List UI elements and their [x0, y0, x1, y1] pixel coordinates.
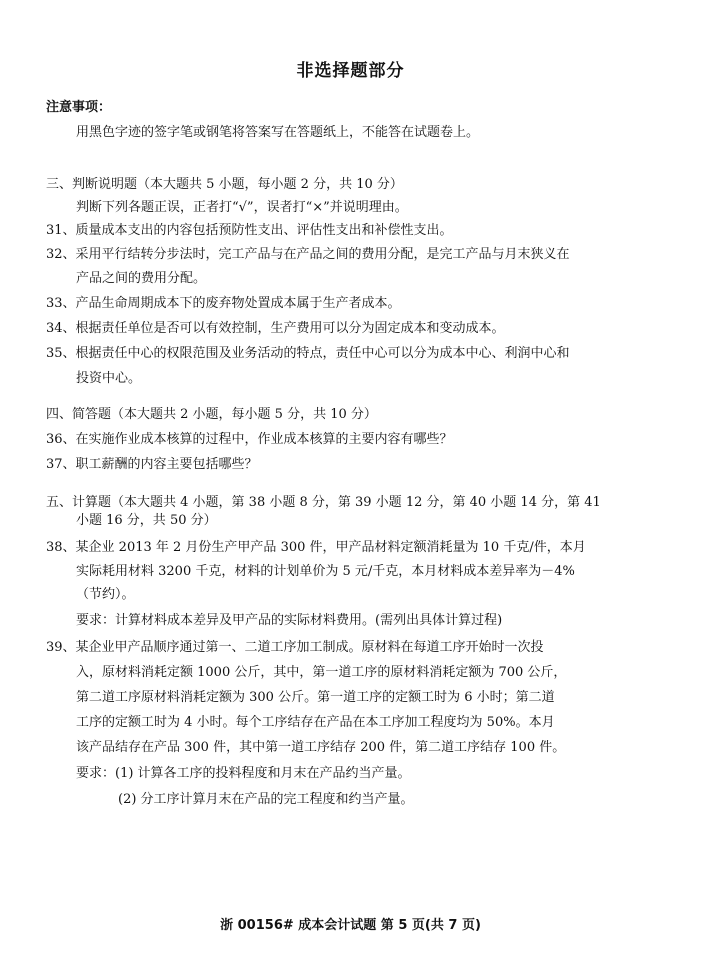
question-37 [46, 456, 258, 474]
question-38-line-2: 实际耗用材料 3200 千克，材料的计划单价为 5 元/千克，本月材料成本差异率为－4% [76, 564, 575, 579]
question-number: 36、 [46, 432, 76, 447]
question-number: 31、 [46, 223, 76, 238]
question-36 [46, 431, 453, 449]
question-text: 采用平行结转分步法时，完工产品与在产品之间的费用分配，是完工产品与月末狭义在 [75, 247, 570, 262]
question-number: 35、 [46, 346, 76, 361]
section4-heading: 四、简答题（本大题共 2 小题，每小题 5 分，共 10 分） [46, 407, 377, 422]
section5-heading: 五、计算题（本大题共 4 小题，第 38 小题 8 分，第 39 小题 12 分，第 40 小题 14 分，第 41 [46, 495, 601, 510]
question-33 [46, 295, 401, 313]
question-38-line-3: （节约）。 [76, 587, 135, 602]
page-title: 非选择题部分 [296, 61, 405, 81]
question-39-line-5: 该产品结存在产品 300 件，其中第一道工序结存 200 件，第二道工序结存 100 件。 [76, 740, 566, 755]
question-34 [46, 320, 505, 338]
question-text: 根据责任单位是否可以有效控制，生产费用可以分为固定成本和变动成本。 [75, 321, 505, 336]
question-39-line-2: 入，原材料消耗定额 1000 公斤，其中，第一道工序的原材料消耗定额为 700 公斤， [76, 665, 567, 680]
question-35-cont: 投资中心。 [76, 371, 142, 386]
question-text: 职工薪酬的内容主要包括哪些？ [75, 457, 258, 472]
question-text: 某企业 2013 年 2 月份生产甲产品 300 件，甲产品材料定额消耗量为 10 千克/件，本月 [75, 540, 586, 555]
question-text: 在实施作业成本核算的过程中，作业成本核算的主要内容有哪些？ [75, 432, 453, 447]
page-footer: 浙 00156# 成本会计试题 第 5 页(共 7 页) [220, 918, 481, 933]
question-text: 根据责任中心的权限范围及业务活动的特点，责任中心可以分为成本中心、利润中心和 [75, 346, 570, 361]
question-39-requirement-2: (2) 分工序计算月末在产品的完工程度和约当产量。 [118, 792, 414, 807]
question-31 [46, 222, 453, 240]
section5-heading-cont: 小题 16 分，共 50 分） [76, 513, 217, 528]
question-35 [46, 345, 570, 363]
notice-text: 用黑色字迹的签字笔或钢笔将答案写在答题纸上，不能答在试题卷上。 [76, 125, 480, 140]
question-32 [46, 246, 570, 264]
question-39 [46, 639, 544, 657]
question-text: 某企业甲产品顺序通过第一、二道工序加工制成。原材料在每道工序开始时一次投 [75, 640, 544, 655]
question-39-line-4: 工序的定额工时为 4 小时。每个工序结存在产品在本工序加工程度均为 50%。本月 [76, 715, 555, 730]
question-32-cont: 产品之间的费用分配。 [76, 271, 207, 286]
question-number: 38、 [46, 540, 76, 555]
question-text: 产品生命周期成本下的废弃物处置成本属于生产者成本。 [75, 296, 401, 311]
section3-heading: 三、判断说明题（本大题共 5 小题，每小题 2 分，共 10 分） [46, 177, 403, 192]
question-39-line-3: 第二道工序原材料消耗定额为 300 公斤。第一道工序的定额工时为 6 小时；第二道 [76, 690, 555, 705]
notice-heading: 注意事项： [46, 100, 112, 115]
section3-instruction: 判断下列各题正误，正者打“√”，误者打“×”并说明理由。 [76, 200, 408, 215]
question-39-requirement-1: 要求：(1) 计算各工序的投料程度和月末在产品约当产量。 [76, 766, 411, 781]
question-number: 39、 [46, 640, 76, 655]
question-number: 32、 [46, 247, 76, 262]
question-38 [46, 539, 586, 557]
question-text: 质量成本支出的内容包括预防性支出、评估性支出和补偿性支出。 [75, 223, 453, 238]
question-number: 34、 [46, 321, 76, 336]
question-38-requirement: 要求：计算材料成本差异及甲产品的实际材料费用。(需列出具体计算过程) [76, 613, 503, 628]
question-number: 37、 [46, 457, 76, 472]
question-number: 33、 [46, 296, 76, 311]
